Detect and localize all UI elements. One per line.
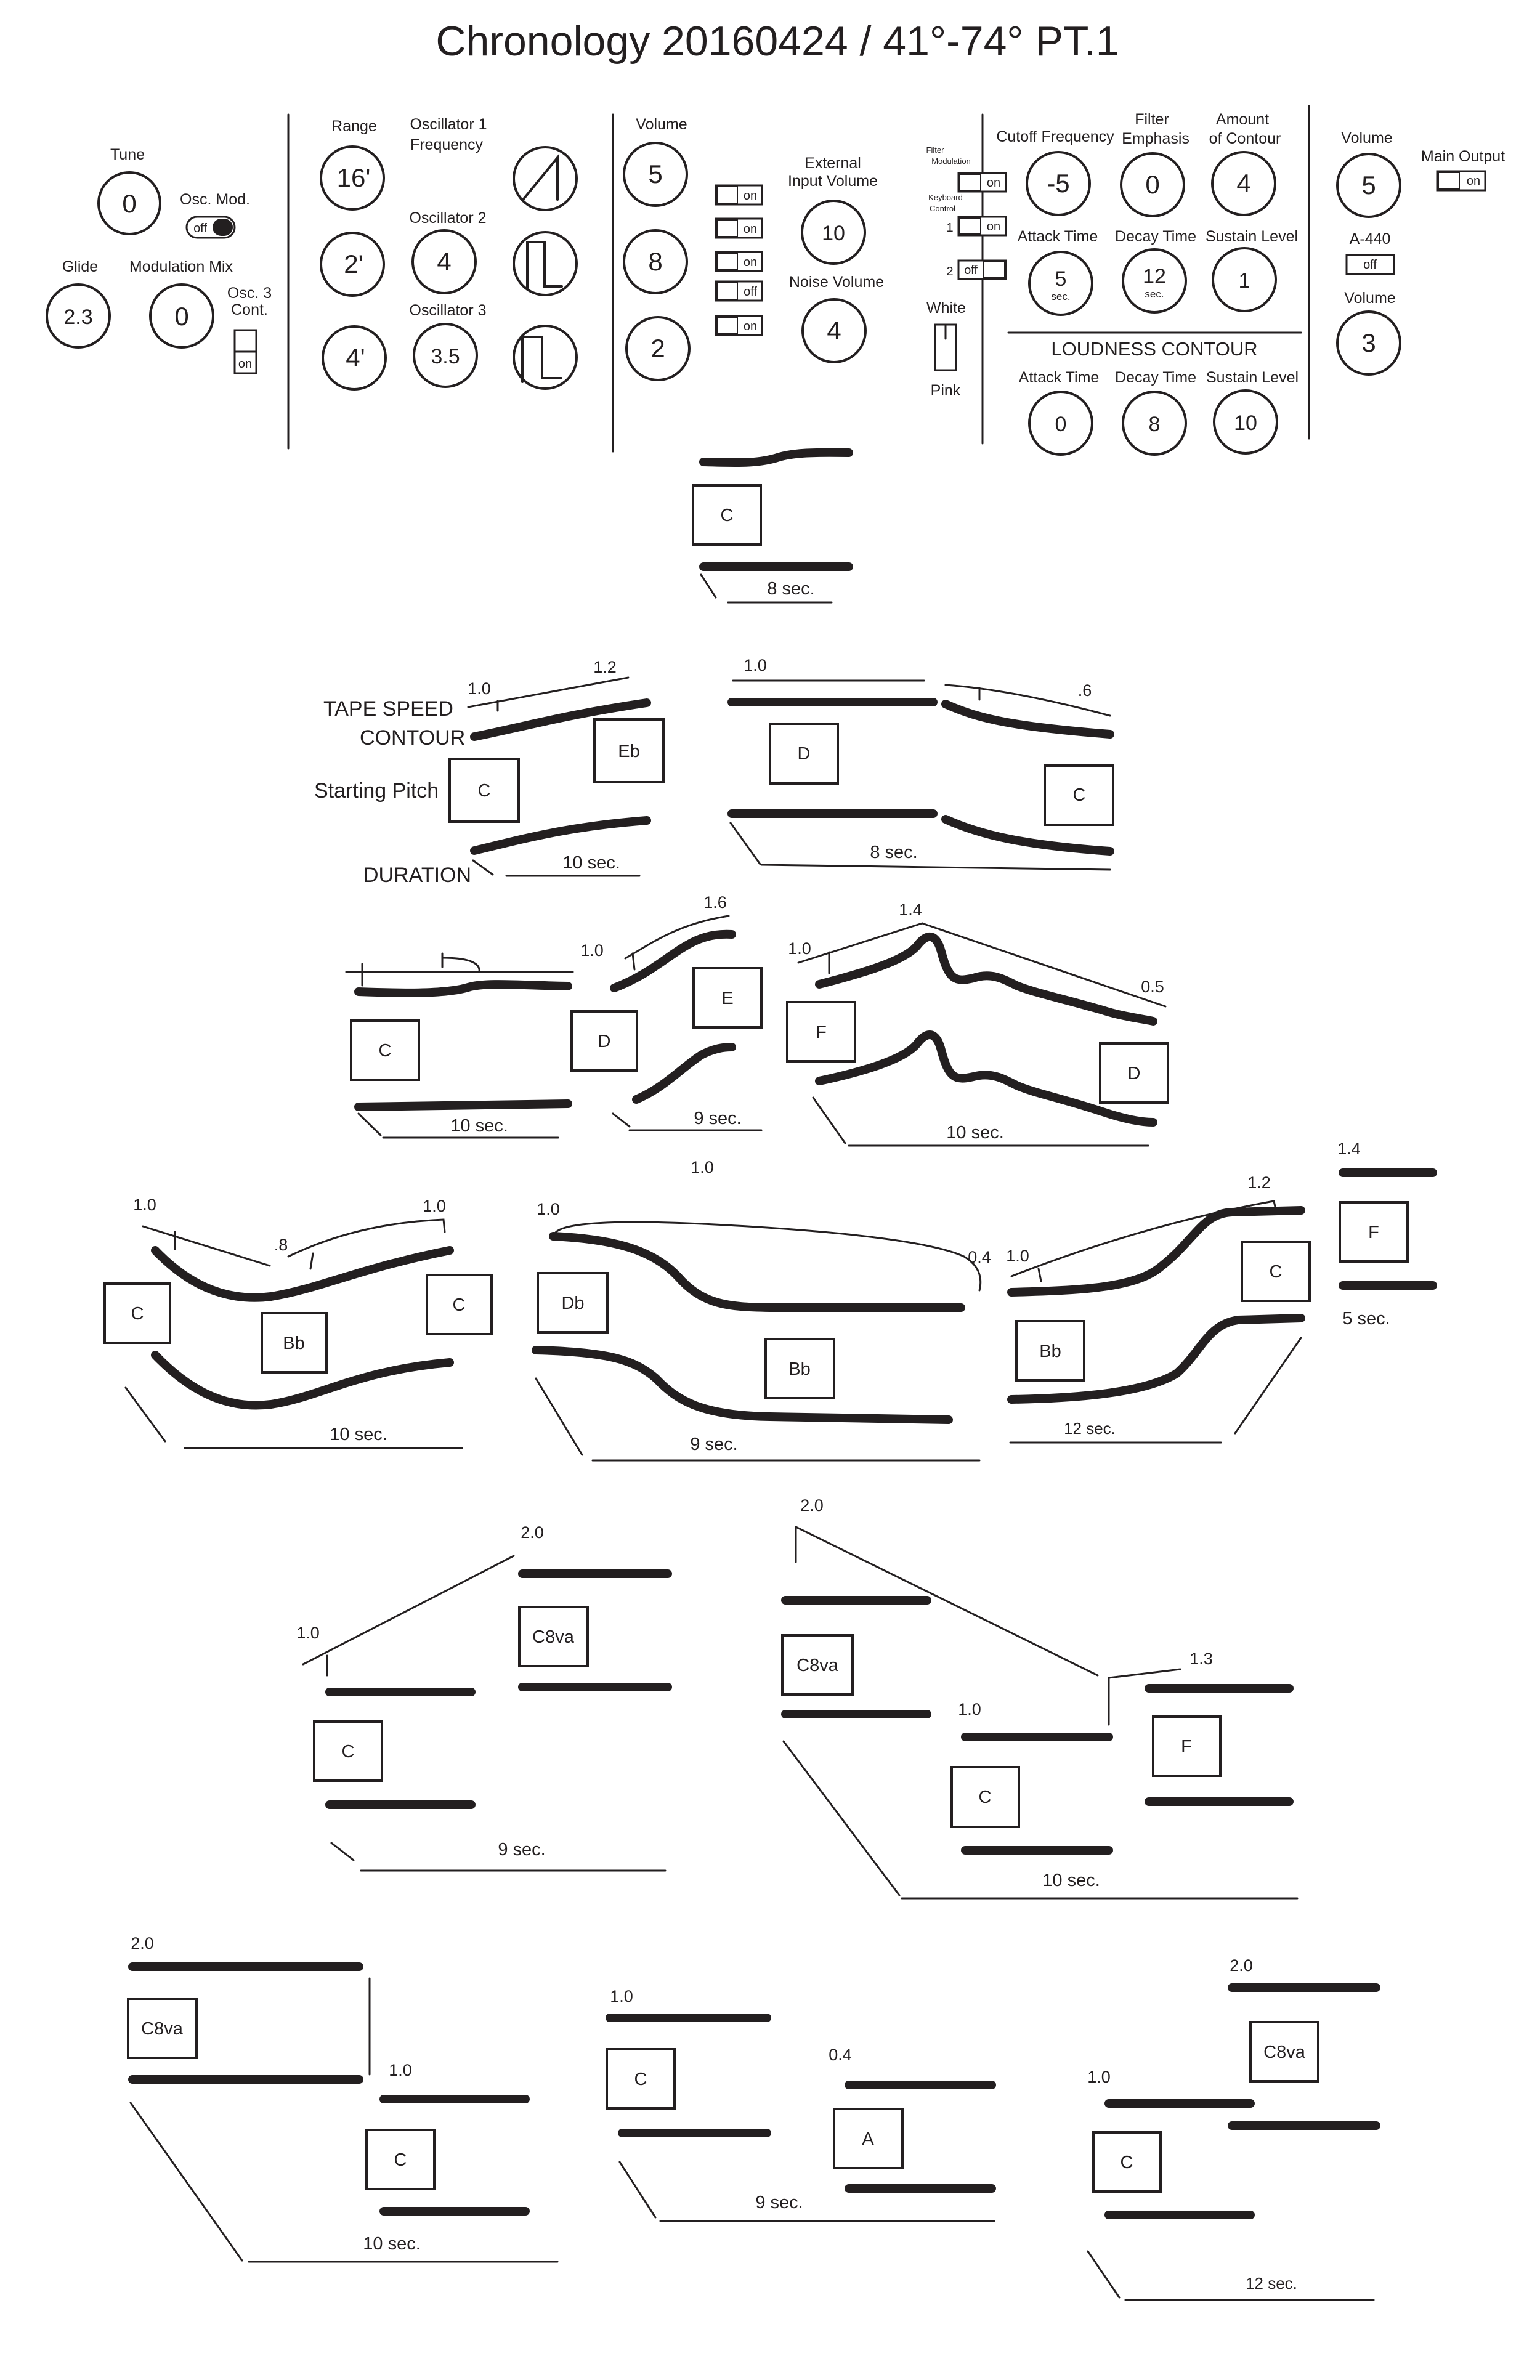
speed-start-label: 1.0	[610, 1987, 633, 2006]
speed-line	[468, 678, 628, 707]
keyboard-control-state: on	[986, 220, 1001, 233]
loudness-decay-value: 8	[1148, 413, 1161, 436]
synth-panel	[47, 106, 1505, 455]
mixer-switch-osc1[interactable]	[716, 185, 762, 204]
mixer-switch-osc3[interactable]	[716, 316, 762, 335]
event-12	[782, 1496, 1297, 1898]
pitch-label: C	[131, 1304, 144, 1324]
mixer-switch-state: on	[743, 320, 758, 333]
speed-start-label: 1.0	[296, 1624, 320, 1642]
speed-start-label: 1.0	[468, 679, 491, 698]
osc2-frequency-value: 4	[437, 247, 452, 276]
keyboard-control-label: Keyboard	[928, 193, 963, 202]
pitch-label: Db	[561, 1293, 585, 1313]
legend-tape-speed: CONTOUR	[360, 726, 466, 750]
osc1-frequency-label: Frequency	[410, 136, 484, 153]
pitch-label: D	[797, 744, 811, 764]
speed-end-label: 1.2	[1247, 1173, 1271, 1192]
filter-attack-label: Attack Time	[1017, 228, 1098, 245]
pitch-label: F	[1181, 1737, 1192, 1757]
loudness-attack-value: 0	[1055, 413, 1067, 436]
keyboard-control-state: off	[964, 264, 978, 277]
speed-end-label: 1.3	[1189, 1649, 1213, 1668]
section-label: 1.0	[691, 1158, 714, 1176]
range-value-osc2: 2ʹ	[344, 249, 363, 278]
pink-noise-label: Pink	[930, 382, 961, 399]
pitch-label: C8va	[141, 2019, 183, 2039]
sawtooth-icon[interactable]	[514, 147, 577, 210]
filter-emphasis-label: Filter	[1135, 111, 1169, 128]
osc-mod-label: Osc. Mod.	[180, 191, 250, 208]
duration-line	[761, 865, 1110, 870]
pulse-wave-icon[interactable]	[514, 326, 577, 389]
output-volume-value: 5	[1361, 171, 1376, 200]
pitch-label: D	[1127, 1064, 1141, 1083]
legend-duration: DURATION	[363, 864, 472, 887]
filter-emphasis-label: Emphasis	[1122, 130, 1189, 147]
mixer-switch-state: on	[743, 222, 758, 236]
speed-line	[303, 1556, 514, 1664]
speed-end-label: 2.0	[1230, 1956, 1253, 1975]
duration-tick	[473, 860, 493, 875]
osc3-cont-switch[interactable]	[235, 330, 256, 373]
duration-label: 10 sec.	[363, 2234, 421, 2254]
speed-start-label: 1.0	[537, 1200, 560, 1218]
tape-speed-contour	[359, 984, 568, 993]
pitch-label: E	[721, 989, 734, 1008]
range-value-osc1: 16ʹ	[336, 163, 371, 192]
cutoff-frequency-value: -5	[1047, 169, 1070, 198]
legend-starting-pitch: Starting Pitch	[314, 779, 439, 803]
speed-line	[554, 1222, 980, 1290]
filter-sustain-label: Sustain Level	[1205, 228, 1299, 245]
osc2-label: Oscillator 2	[409, 209, 487, 227]
legend	[314, 697, 471, 887]
score	[105, 453, 1433, 2300]
mixer-switch-noise[interactable]	[716, 281, 762, 301]
duration-tick	[536, 1378, 582, 1455]
pitch-label: C8va	[796, 1656, 838, 1675]
noise-volume-label: Noise Volume	[788, 273, 885, 291]
duration-tick	[1088, 2251, 1119, 2297]
duration-label: 8 sec.	[767, 579, 815, 599]
noise-volume-value: 4	[827, 316, 841, 345]
pitch-label: C	[341, 1742, 355, 1762]
osc2-volume-value: 8	[648, 247, 663, 276]
osc-mod-switch[interactable]	[187, 217, 235, 238]
external-input-label: Input Volume	[788, 172, 878, 190]
osc3-label: Oscillator 3	[409, 302, 487, 319]
event-10	[1337, 1139, 1433, 1329]
white-noise-label: White	[926, 299, 966, 317]
external-input-label: External	[804, 155, 861, 172]
osc3-cont-switch-state: on	[238, 357, 253, 371]
speed-end-label: 1.2	[593, 658, 617, 676]
speed-start-label: 1.0	[133, 1196, 156, 1214]
filter-decay-label: Decay Time	[1115, 228, 1196, 245]
pitch-label: Bb	[788, 1359, 811, 1379]
range-label: Range	[331, 118, 377, 135]
pitch-label: C	[394, 2150, 407, 2170]
speed-start-label: 2.0	[800, 1496, 824, 1515]
main-output-label: Main Output	[1420, 148, 1506, 165]
duration-label: 12 sec.	[1064, 1419, 1116, 1438]
pitch-label: C	[720, 506, 734, 525]
keyboard-control-row-label: 2	[946, 265, 954, 278]
duration-label: 10 sec.	[1042, 1871, 1100, 1890]
a440-label: A-440	[1349, 230, 1391, 248]
keyboard-control-label: Control	[930, 204, 955, 213]
duration-label: 10 sec.	[330, 1425, 387, 1444]
output-volume-label: Volume	[1341, 129, 1393, 147]
keyboard-control-row-label: 1	[946, 221, 954, 235]
duration-contour	[474, 820, 647, 851]
pitch-label: C8va	[1263, 2042, 1305, 2062]
duration-tick	[359, 1114, 381, 1135]
duration-label: 10 sec.	[562, 853, 620, 873]
tune-label: Tune	[110, 146, 145, 163]
duration-contour	[536, 1350, 949, 1420]
speed-line	[442, 958, 479, 972]
duration-contour	[359, 1104, 568, 1107]
speed-label: 1.4	[1337, 1139, 1361, 1158]
phones-volume-label: Volume	[1344, 289, 1396, 307]
pitch-label: F	[816, 1022, 827, 1042]
filter-sustain-value: 1	[1238, 269, 1250, 293]
external-input-value: 10	[822, 222, 845, 245]
duration-label: 12 sec.	[1246, 2274, 1297, 2293]
loudness-sustain-label: Sustain Level	[1206, 369, 1299, 386]
speed-end-label: 1.0	[389, 2061, 412, 2079]
duration-label: 5 sec.	[1342, 1309, 1390, 1329]
legend-tape-speed: TAPE SPEED	[323, 697, 453, 721]
page-title: Chronology 20160424 / 41°-74° PT.1	[436, 18, 1119, 65]
pitch-label: C	[1269, 1262, 1283, 1282]
duration-label: 10 sec.	[946, 1123, 1004, 1143]
tune-value: 0	[122, 189, 137, 218]
cutoff-frequency-label: Cutoff Frequency	[996, 128, 1114, 145]
event-1	[693, 453, 849, 602]
speed-line	[288, 1220, 445, 1257]
speed-end-label: 0.4	[968, 1248, 991, 1266]
speed-start-label: 1.0	[580, 941, 604, 960]
duration-tick	[701, 575, 716, 597]
event-15	[1087, 1956, 1376, 2300]
duration-tick	[131, 2103, 242, 2261]
event-4	[346, 953, 573, 1138]
pitch-label: C	[378, 1041, 392, 1061]
event-11	[296, 1523, 668, 1871]
pitch-label: C8va	[532, 1627, 574, 1647]
event-14	[607, 1987, 994, 2221]
duration-tick	[731, 823, 760, 864]
speed-start-label: 1.0	[788, 939, 811, 958]
filter-modulation-label: Modulation	[931, 156, 971, 166]
filter-modulation-state: on	[986, 176, 1001, 190]
duration-tick	[813, 1098, 845, 1143]
loudness-attack-label: Attack Time	[1018, 369, 1100, 386]
duration-contour	[636, 1047, 732, 1099]
amount-of-contour-label: Amount	[1215, 111, 1270, 128]
amount-of-contour-label: of Contour	[1209, 130, 1281, 147]
pitch-label: C	[1072, 785, 1086, 805]
mixer-volume-label: Volume	[636, 116, 687, 133]
pitch-label: C	[634, 2070, 647, 2089]
modulation-mix-value: 0	[174, 302, 189, 331]
event-3	[731, 656, 1113, 870]
tape-speed-contour	[819, 937, 1153, 1021]
speed-end-label: 0.5	[1141, 977, 1164, 996]
pitch-label: Bb	[1039, 1342, 1061, 1361]
osc3-cont-label: Cont.	[231, 301, 268, 318]
glide-value: 2.3	[63, 306, 93, 329]
pitch-label: Bb	[283, 1334, 305, 1353]
duration-tick	[1235, 1338, 1301, 1433]
osc1-frequency-label: Oscillator 1	[410, 116, 487, 133]
pitch-label: Eb	[618, 742, 640, 761]
speed-end-label: 1.6	[703, 893, 727, 912]
amount-of-contour-value: 4	[1236, 169, 1251, 198]
osc-mod-switch-state: off	[193, 222, 207, 235]
osc1-volume-value: 5	[648, 160, 663, 188]
event-9	[1006, 1173, 1310, 1443]
main-output-state: on	[1466, 174, 1481, 188]
loudness-decay-label: Decay Time	[1115, 369, 1196, 386]
speed-tick	[310, 1253, 313, 1269]
duration-tick	[126, 1388, 165, 1441]
keyboard-control-switch-2[interactable]	[958, 261, 1006, 279]
speed-mid-label: .8	[274, 1236, 288, 1254]
duration-tick	[331, 1843, 354, 1860]
speed-start-label: 1.0	[1087, 2068, 1111, 2086]
range-value-osc3: 4ʹ	[346, 343, 365, 372]
pitch-label: C	[452, 1295, 466, 1315]
loudness-contour-title: LOUDNESS CONTOUR	[1051, 338, 1258, 360]
duration-label: 10 sec.	[450, 1116, 508, 1136]
a440-switch[interactable]	[1347, 255, 1394, 274]
speed-end-label: 1.0	[423, 1197, 446, 1215]
filter-attack-unit: sec.	[1051, 291, 1071, 302]
mixer-switch-ext[interactable]	[716, 219, 762, 238]
duration-label: 9 sec.	[755, 2193, 803, 2212]
speed-start-label: 1.0	[744, 656, 767, 674]
glide-label: Glide	[62, 258, 99, 275]
speed-start-label: 1.0	[1006, 1247, 1029, 1265]
event-6	[787, 901, 1168, 1146]
speed-start-label: 2.0	[131, 1934, 154, 1953]
duration-label: 9 sec.	[690, 1435, 738, 1454]
tape-speed-contour	[553, 1236, 961, 1308]
filter-modulation-switch[interactable]	[958, 173, 1006, 192]
event-5	[572, 893, 761, 1130]
speed-end-label: .6	[1077, 681, 1092, 700]
filter-decay-unit: sec.	[1145, 288, 1164, 300]
pitch-label: C	[477, 781, 491, 801]
tape-speed-contour	[703, 453, 849, 463]
speed-tick	[1039, 1269, 1041, 1281]
event-8	[536, 1200, 991, 1460]
speed-tick	[633, 953, 634, 969]
speed-mid-label: 1.0	[958, 1700, 981, 1718]
osc3-frequency-value: 3.5	[431, 345, 460, 368]
filter-modulation-label: Filter	[926, 145, 944, 155]
filter-emphasis-value: 0	[1145, 170, 1160, 199]
noise-color-switch[interactable]	[935, 325, 956, 370]
speed-end-label: 0.4	[829, 2046, 852, 2064]
mixer-switch-state: off	[744, 285, 757, 299]
duration-tick	[620, 2162, 655, 2217]
a440-state: off	[1363, 258, 1377, 272]
pitch-label: D	[598, 1032, 611, 1051]
event-2	[450, 658, 663, 876]
pitch-label: A	[862, 2129, 874, 2149]
duration-label: 9 sec.	[694, 1109, 742, 1128]
filter-attack-value: 5	[1055, 267, 1067, 291]
event-7	[105, 1196, 492, 1448]
pitch-label: C	[978, 1787, 992, 1807]
osc3-cont-label: Osc. 3	[227, 285, 272, 302]
tape-speed-contour	[155, 1250, 450, 1298]
loudness-sustain-value: 10	[1234, 411, 1257, 435]
pitch-label: F	[1368, 1223, 1379, 1242]
duration-label: 9 sec.	[498, 1840, 546, 1860]
mixer-switch-state: on	[743, 189, 758, 203]
mixer-switch-state: on	[743, 256, 758, 269]
osc3-volume-value: 2	[650, 334, 665, 363]
pitch-label: C	[1120, 2153, 1133, 2172]
keyboard-control-switch-1[interactable]	[958, 217, 1006, 235]
phones-volume-value: 3	[1361, 328, 1376, 357]
event-13	[128, 1934, 557, 2262]
duration-tick	[784, 1741, 899, 1895]
modulation-mix-label: Modulation Mix	[129, 258, 233, 275]
mixer-switch-osc2[interactable]	[716, 252, 762, 271]
square-wave-icon[interactable]	[514, 232, 577, 295]
filter-decay-value: 12	[1143, 265, 1166, 288]
main-output-switch[interactable]	[1437, 171, 1485, 190]
speed-peak-label: 1.4	[899, 901, 922, 919]
duration-label: 8 sec.	[870, 843, 918, 862]
duration-tick	[613, 1114, 630, 1127]
speed-end-label: 2.0	[521, 1523, 544, 1542]
